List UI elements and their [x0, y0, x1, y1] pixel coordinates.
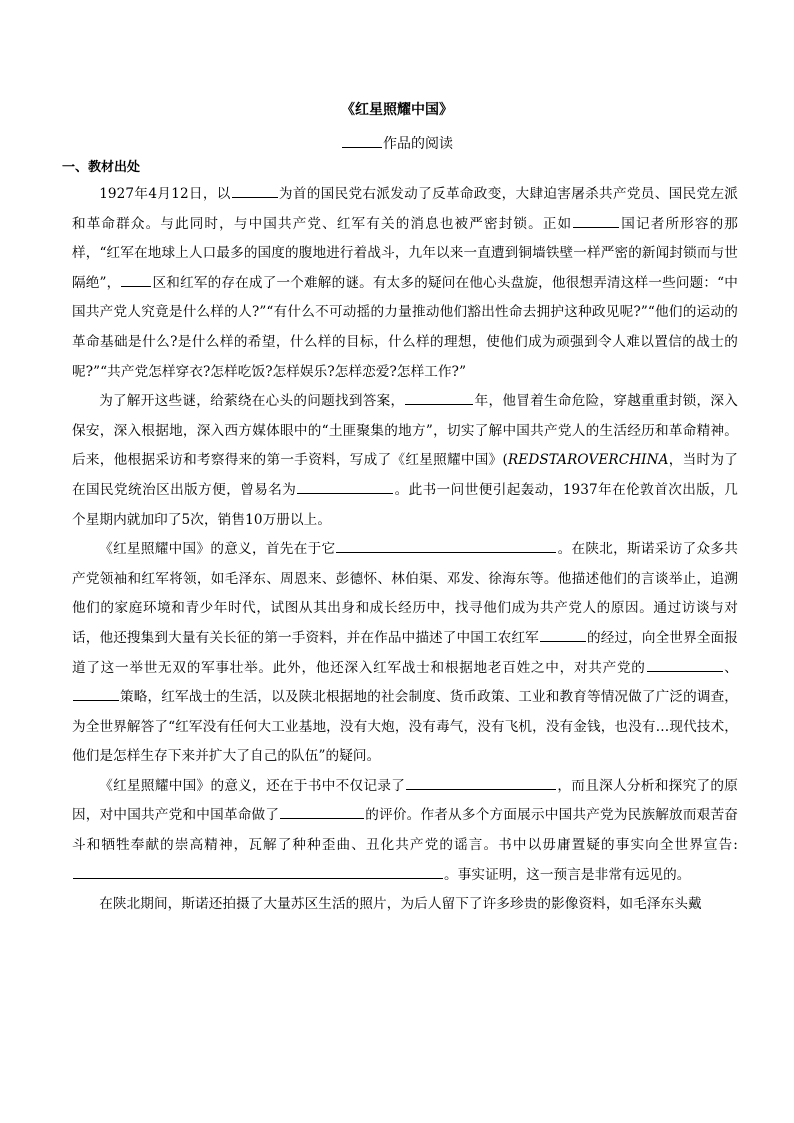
- text-run: 的评价。作者从多个方面展示中国共产党为民族解放而艰苦奋斗和牺牲奉献的崇高精神，瓦解了种种歪曲、丑化共产党的谣言。书中以毋庸置疑的事实向全世界宣告:: [72, 807, 738, 854]
- text-run: 在陕北期间，斯诺还拍摄了大量苏区生活的照片，为后人留下了许多珍贵的影像资料，如毛泽东头戴: [99, 896, 702, 913]
- text-run: 。事实证明，这一预言是非常有远见的。: [444, 866, 691, 883]
- text-run: 的经过，向全世界全面报道了这一举世无双的军事壮举。此外，他还深入红军战士和根据地老百姓之中，对共产党的: [72, 629, 738, 676]
- fill-in-blank[interactable]: [121, 271, 151, 287]
- fill-in-blank[interactable]: [342, 132, 382, 148]
- fill-in-blank[interactable]: [336, 537, 556, 553]
- fill-in-blank[interactable]: [540, 626, 586, 642]
- fill-in-blank[interactable]: [405, 389, 473, 405]
- fill-in-blank[interactable]: [73, 863, 443, 879]
- section-heading: 一、教材出处: [62, 160, 141, 175]
- document-title: 《红星照耀中国》: [341, 102, 453, 118]
- body-text: [72, 180, 738, 920]
- text-run: 、: [723, 659, 738, 676]
- text-run: 为首的国民党右派发动了反革命政变，大肆迫害屠杀共产党员、国民党左派和革命群众。与此同时，与中国共产党、红军有关的消息也被严密封锁。正如: [72, 186, 738, 232]
- english-title: REDSTAROVERCHINA: [507, 452, 669, 469]
- text-run: 年，他冒着生命危险，穿越重重封锁，深入保安，深入根据地，深入西方媒体眼中的“土匪聚集的地方”，切实了解中国共产党人的生活经历和革命精神。后来，他根据采访和考察得来的第一手资料，写成了《红星照耀中国》(: [72, 393, 738, 469]
- paragraph-1: [72, 180, 738, 387]
- text-run: 。在陕北，斯诺采访了众多共产党领袖和红军将领，如毛泽东、周恩来、彭德怀、林伯渠、邓发、徐海东等。他描述他们的言谈举止，追溯他们的家庭环境和青少年时代，试图从其出身和成长经历中，找寻他们成为共产党人的原因。通过访谈与对话，他还搜集到大量有关长征的第一手资料，并在作品中描述了中国工农红军: [72, 541, 738, 646]
- paragraph-4: [72, 772, 738, 890]
- text-run: 国记者所形容的那样，“红军在地球上人口最多的国度的腹地进行着战斗，九年以来一直遭到铜墙铁壁一样严密的新闻封锁而与世隔绝”，: [72, 215, 738, 291]
- fill-in-blank[interactable]: [573, 212, 619, 228]
- text-run: 区和红军的存在成了一个难解的谜。有太多的疑问在他心头盘旋，他很想弄清这样一些问题：“中国共产党人究竟是什么样的人?”“有什么不可动摇的力量推动他们豁出性命去拥护这种政见呢?”“他们的运动的革命基础是什么?是什么样的希望，什么样的目标，什么样的理想，使他们成为顽强到令人难以置信的战士的呢?”“共产党怎样穿衣?怎样吃饭?怎样娱乐?怎样恋爱?怎样工作?”: [72, 274, 738, 380]
- fill-in-blank[interactable]: [280, 803, 364, 819]
- text-run: 策略，红军战士的生活，以及陕北根据地的社会制度、货币政策、工业和教育等情况做了广泛的调查，为全世界解答了“红军没有任何大工业基地，没有大炮，没有毒气，没有飞机，没有金钱，也没有…现代技术，他们是怎样生存下来并扩大了自己的队伍”的疑问。: [72, 689, 738, 765]
- subtitle-text: 作品的阅读: [383, 136, 453, 152]
- fill-in-blank[interactable]: [647, 656, 723, 672]
- paragraph-2: [72, 387, 738, 535]
- text-run: 1927年4月12日，以: [99, 186, 231, 202]
- text-run: 。此书一问世便引起轰动，1937年在伦敦首次出版，几个星期内就加印了5次，销售10万册以上。: [72, 481, 738, 528]
- fill-in-blank[interactable]: [297, 478, 393, 494]
- text-run: 《红星照耀中国》的意义，还在于书中不仅记录了: [99, 777, 406, 794]
- paragraph-3: [72, 535, 738, 772]
- document-subtitle: [0, 132, 794, 154]
- paragraph-5: [72, 890, 738, 920]
- fill-in-blank[interactable]: [406, 774, 556, 790]
- fill-in-blank[interactable]: [232, 182, 278, 198]
- text-run: 为了解开这些谜，给萦绕在心头的问题找到答案，: [99, 393, 405, 410]
- text-run: 《红星照耀中国》的意义，首先在于它: [99, 541, 336, 558]
- text-run: ，当时为了在国民党统治区出版方便，曾易名为: [72, 452, 738, 498]
- text-run: ，而且深人分析和探究了的原因，对中国共产党和中国革命做了: [72, 777, 738, 824]
- fill-in-blank[interactable]: [73, 685, 119, 701]
